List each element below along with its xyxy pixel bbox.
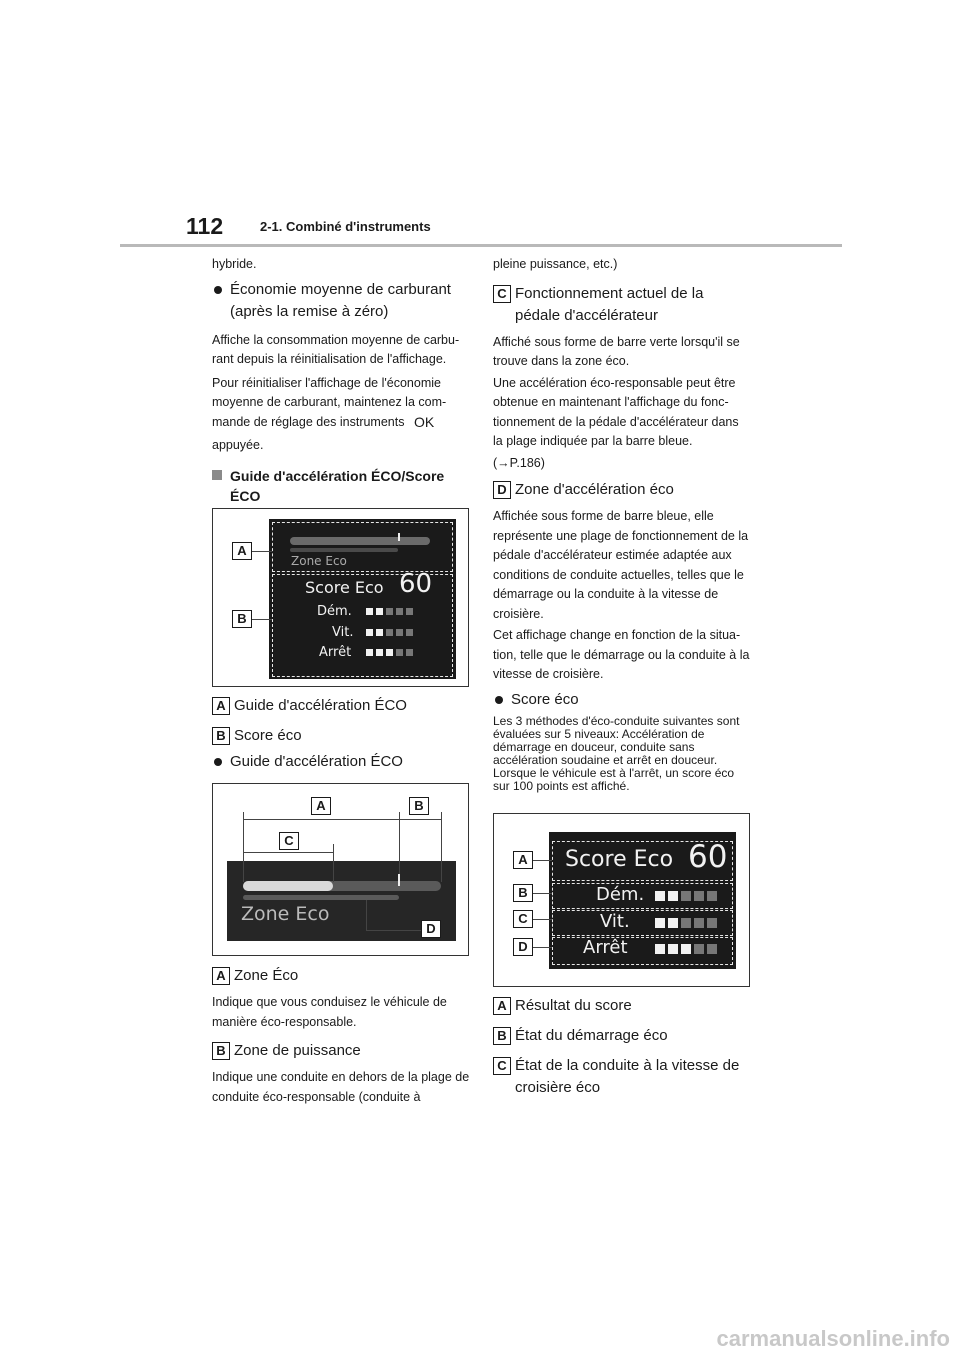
ok-button-icon: OK xyxy=(413,413,435,430)
legend-text: Guide d'accélération ÉCO xyxy=(234,697,407,714)
paragraph: Affiché sous forme de barre verte lorsqu'il se trouve dans la zone éco. xyxy=(493,334,740,368)
continued-text: pleine puissance, etc.) xyxy=(493,257,618,271)
bullet-dot-icon xyxy=(214,286,222,294)
tag-c: C xyxy=(493,285,511,303)
level-dots-arret xyxy=(655,944,717,954)
level-dots-dem xyxy=(366,608,413,615)
eco-zone-bar xyxy=(243,895,399,900)
score-eco-label: Score Eco xyxy=(305,578,384,597)
bullet-score-eco xyxy=(493,689,751,711)
section-heading-text: Guide d'accélération ÉCO/Score ÉCO xyxy=(230,467,445,504)
pedal-bar xyxy=(243,881,333,891)
callout-a: A xyxy=(311,797,331,815)
item-c xyxy=(493,283,751,327)
leader-line-a xyxy=(252,551,272,552)
zone-marker xyxy=(398,874,400,886)
bullet-dot-icon xyxy=(495,696,503,704)
level-dots-vit xyxy=(366,629,413,636)
legend-item-b xyxy=(212,1040,474,1062)
paragraph: Une accélération éco-responsable peut être obtenue en maintenant l'affichage du fonc-tionnement de la pédale d'accélérateur dans la plage indiquée par la barre bleue. xyxy=(493,375,739,448)
left-column xyxy=(212,255,474,506)
page-number: 112 xyxy=(186,213,224,239)
dimension-a xyxy=(243,819,399,820)
level-dots-arret xyxy=(366,649,413,656)
legend-description: Indique une conduite en dehors de la plage de conduite éco-responsable (conduite à xyxy=(212,1070,470,1104)
tag-a: A xyxy=(212,967,230,985)
bullet-dot-icon xyxy=(214,758,222,766)
leader-line-b xyxy=(533,893,552,894)
tag-d: D xyxy=(493,481,511,499)
row-label-arret: Arrêt xyxy=(583,937,628,958)
header-rule xyxy=(120,244,842,247)
tag-a: A xyxy=(212,697,230,715)
paragraph: Affichée sous forme de barre bleue, elle représente une plage de fonctionnement de la pédale d'accélérateur estimée adaptée aux conditions de conduite actuelles, telles que le démarrage ou la conduite à la vitesse de croisière. xyxy=(493,509,749,621)
bullet-title: Score éco xyxy=(511,690,579,708)
paragraph: Les 3 méthodes d'éco-conduite suivantes sont évaluées sur 5 niveaux: Accélération de démarrage en douceur, conduite sans accélération soudaine et arrêt en douceur. Lorsque le véhicule est à l'arrêt, un score éco sur 100 points est affiché. xyxy=(493,713,740,793)
intro-text: hybride. xyxy=(212,257,257,271)
callout-c: C xyxy=(279,832,299,850)
legend-item-a xyxy=(212,965,474,987)
section-title: 2-1. Combiné d'instruments xyxy=(260,219,431,234)
bullet-eco-guide xyxy=(212,751,474,773)
eco-range-bar xyxy=(290,548,398,552)
level-dots-vit xyxy=(655,918,717,928)
leader-line-a xyxy=(533,860,552,861)
legend-text: Zone Éco xyxy=(234,967,299,984)
legend-2 xyxy=(212,965,474,1109)
legend-1 xyxy=(212,695,474,773)
tag-b: B xyxy=(212,1042,230,1060)
bullet-title: Guide d'accélération ÉCO xyxy=(230,753,403,770)
figure-eco-zone-detail xyxy=(212,783,469,956)
tag-b: B xyxy=(212,727,230,745)
power-bar xyxy=(290,537,430,545)
paragraph-end: appuyée. xyxy=(212,438,264,452)
legend-item-a xyxy=(212,695,474,717)
figure-eco-guide-score xyxy=(212,508,469,687)
row-label-vit: Vit. xyxy=(332,625,354,640)
watermark: carmanualsonline.info xyxy=(716,1326,950,1351)
tag-c: C xyxy=(493,1057,511,1075)
item-d xyxy=(493,479,751,501)
reset-text: Pour réinitialiser l'affichage de l'économie moyenne de carburant, maintenez la com-mande de réglage des instruments xyxy=(212,375,447,429)
score-value: 60 xyxy=(688,839,728,875)
callout-b: B xyxy=(232,610,252,628)
paragraph-reset xyxy=(212,374,474,433)
legend-text: Résultat du score xyxy=(515,997,632,1014)
legend-text: État du démarrage éco xyxy=(515,1027,668,1044)
extension-line xyxy=(333,844,334,882)
page-reference: (→P.186) xyxy=(493,455,545,470)
row-label-arret: Arrêt xyxy=(319,645,352,660)
zone-eco-label: Zone Eco xyxy=(241,903,330,925)
item-title: Fonctionnement actuel de la pédale d'accélérateur xyxy=(515,284,704,324)
legend-item-a xyxy=(493,995,751,1017)
leader-line-b xyxy=(252,619,272,620)
figure-eco-score xyxy=(493,813,750,987)
bullet-average-fuel xyxy=(212,279,474,323)
extension-line xyxy=(399,812,400,874)
paragraph: Cet affichage change en fonction de la situa-tion, telle que le démarrage ou la conduite à la vitesse de croisière. xyxy=(493,628,750,681)
legend-text: Score éco xyxy=(234,727,302,744)
callout-b: B xyxy=(513,884,533,902)
legend-3 xyxy=(493,995,751,1099)
leader-line-d xyxy=(533,947,552,948)
legend-item-c xyxy=(493,1055,751,1099)
square-bullet-icon xyxy=(212,470,222,480)
leader-line-c xyxy=(533,919,552,920)
callout-b: B xyxy=(409,797,429,815)
callout-c: C xyxy=(513,910,533,928)
leader-line-d-h xyxy=(366,930,421,931)
tag-a: A xyxy=(493,997,511,1015)
row-label-dem: Dém. xyxy=(596,884,645,905)
legend-text: État de la conduite à la vitesse de croisière éco xyxy=(515,1057,740,1096)
score-eco-label: Score Eco xyxy=(565,847,674,872)
callout-a: A xyxy=(232,542,252,560)
bullet-title: Économie moyenne de carburant (après la remise à zéro) xyxy=(230,280,451,320)
pedal-marker xyxy=(398,533,400,541)
legend-item-b xyxy=(493,1025,751,1047)
row-label-vit: Vit. xyxy=(600,911,630,932)
section-heading xyxy=(212,466,474,506)
callout-d: D xyxy=(421,920,441,938)
callout-a: A xyxy=(513,851,533,869)
dimension-b xyxy=(399,819,441,820)
extension-line xyxy=(243,812,244,882)
paragraph: Affiche la consommation moyenne de carbu-rant depuis la réinitialisation de l'affichage. xyxy=(212,332,460,366)
item-title: Zone d'accélération éco xyxy=(515,481,674,498)
legend-text: Zone de puissance xyxy=(234,1042,361,1059)
leader-line-d xyxy=(366,900,367,930)
level-dots-dem xyxy=(655,891,717,901)
callout-d: D xyxy=(513,938,533,956)
row-label-dem: Dém. xyxy=(317,604,352,619)
right-column xyxy=(493,255,751,793)
zone-eco-label: Zone Eco xyxy=(291,554,347,568)
tag-b: B xyxy=(493,1027,511,1045)
legend-item-b xyxy=(212,725,474,747)
legend-description: Indique que vous conduisez le véhicule de manière éco-responsable. xyxy=(212,995,447,1029)
extension-line xyxy=(441,812,442,882)
score-value: 60 xyxy=(399,569,433,599)
dimension-c xyxy=(243,852,333,853)
